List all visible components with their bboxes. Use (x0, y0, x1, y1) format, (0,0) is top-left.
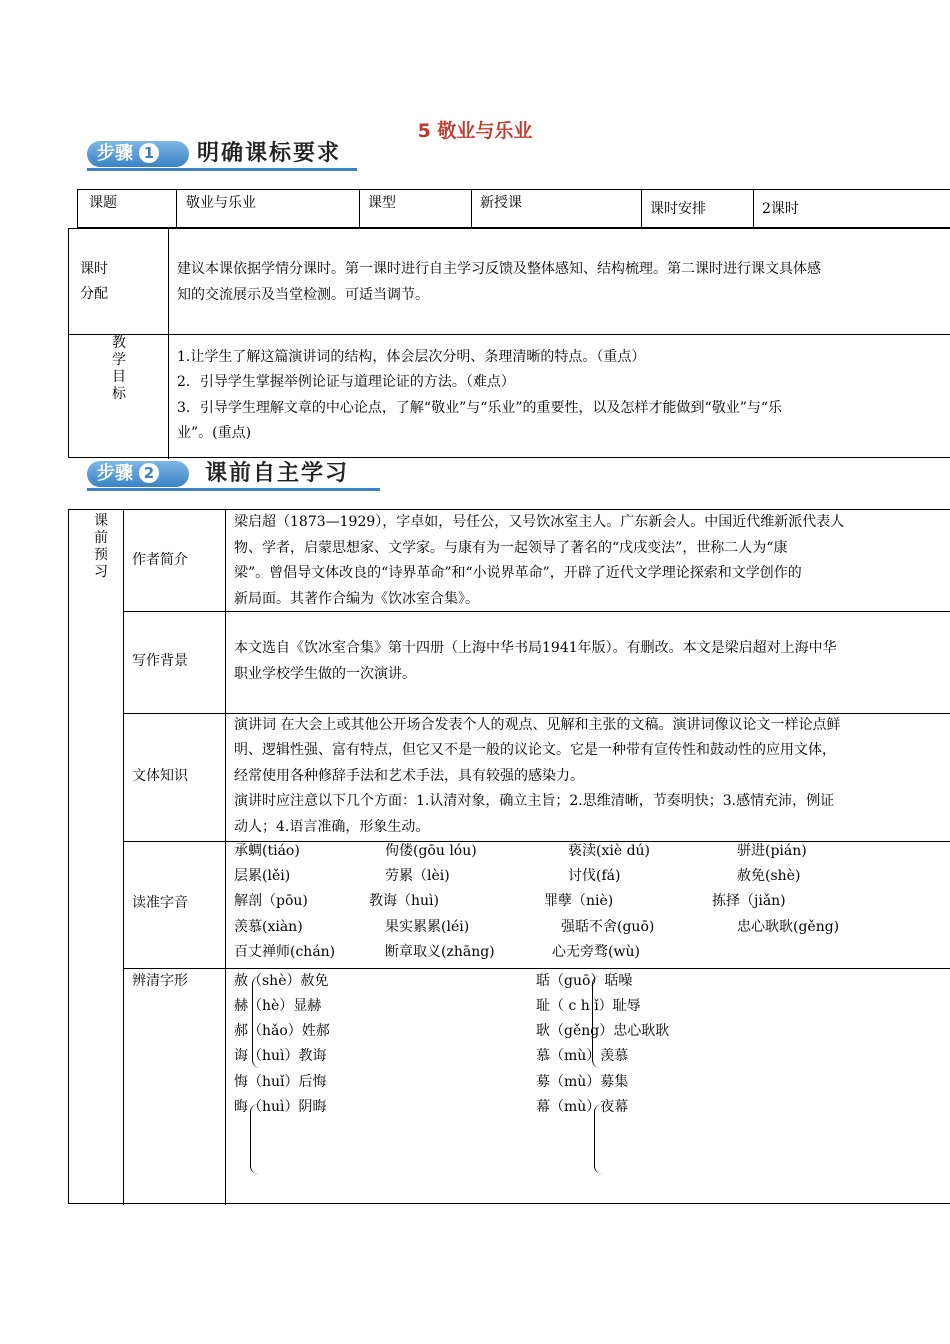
pron-item: 佝偻(gōu lóu) (385, 843, 477, 859)
brace-left-lower (250, 1104, 265, 1174)
step1-pill (87, 141, 189, 167)
step1-label: 明确课标要求 (197, 141, 342, 166)
pron-item: 赦免(shè) (737, 868, 801, 884)
type-label: 课型 (368, 195, 396, 211)
step2-pill (87, 461, 189, 487)
pron-item: 心无旁骛(wù) (552, 944, 640, 960)
brace-right-upper (592, 976, 607, 1068)
author-line-2: 物、学者，启蒙思想家、文学家。与康有为一起领导了著名的“戊戌变法”，世称二人为“康 (234, 540, 788, 556)
pron-item: 亵渎(xiè dú) (568, 843, 651, 859)
objective-3-cont: 业”。(重点) (177, 425, 252, 441)
pron-item: 层累(lěi) (234, 868, 291, 884)
pron-item: 解剖（pōu) (234, 893, 308, 909)
glyph-item: 悔（huǐ）后悔 (234, 1074, 327, 1090)
step2-word: 步骤 (97, 463, 133, 484)
glyph-item: 晦（huì）阴晦 (234, 1099, 327, 1115)
pron-item: 百丈禅师(chán) (234, 944, 336, 960)
glyph-item: 募（mù）募集 (536, 1074, 629, 1090)
genre-line-1: 演讲词 在大会上或其他公开场合发表个人的观点、见解和主张的文稿。演讲词像议论文一样论点鲜 (234, 717, 841, 733)
brace-right-lower (594, 1104, 609, 1174)
objectives-label: 教 学 目 标 (112, 335, 126, 402)
glyph-item: 诲（huì）教诲 (234, 1048, 327, 1064)
glyph-item: 赫（hè）显赫 (234, 998, 322, 1014)
pron-item: 劳累（lèi) (385, 868, 450, 884)
allocation-label-1: 课时 (80, 261, 108, 277)
pron-item: 拣择（jiǎn) (712, 893, 786, 909)
background-label: 写作背景 (132, 653, 188, 669)
pron-item: 骈进(pián) (737, 843, 807, 859)
genre-line-5: 动人；4.语言准确，形象生动。 (234, 819, 430, 835)
pron-item: 罪孽（niè) (544, 893, 614, 909)
pron-item: 承蜩(tiáo) (234, 843, 300, 859)
author-line-4: 新局面。其著作合编为《饮冰室合集》。 (234, 591, 479, 607)
genre-label: 文体知识 (132, 768, 188, 784)
author-label: 作者简介 (132, 552, 188, 568)
pron-item: 讨伐(fá) (568, 868, 621, 884)
glyph-label: 辨清字形 (132, 973, 188, 989)
author-line-1: 梁启超（1873—1929），字卓如，号任公，又号饮冰室主人。广东新会人。中国近代维新派代表人 (234, 514, 845, 530)
type-value: 新授课 (480, 195, 522, 211)
glyph-item: 耿（gěng）忠心耿耿 (536, 1023, 670, 1039)
step2-label: 课前自主学习 (205, 461, 350, 486)
objective-1: 1.让学生了解这篇演讲词的结构，体会层次分明、条理清晰的特点。（重点） (177, 349, 646, 365)
glyph-item: 郝（hǎo）姓郝 (234, 1023, 330, 1039)
objective-2: 2．引导学生掌握举例论证与道理论证的方法。（难点） (177, 374, 515, 390)
page-title: 5 敬业与乐业 (417, 120, 533, 142)
topic-label: 课题 (89, 195, 117, 211)
genre-line-2: 明、逻辑性强、富有特点，但它又不是一般的议论文。它是一种带有宣传性和鼓动性的应用文体， (234, 742, 836, 758)
step1-word: 步骤 (97, 143, 133, 164)
step1-header (87, 139, 357, 169)
hours-value: 2课时 (762, 201, 799, 217)
brace-left-upper (252, 976, 267, 1068)
genre-line-4: 演讲时应注意以下几个方面：1.认清对象，确立主旨；2.思维清晰，节奏明快；3.感情充沛，例证 (234, 793, 835, 809)
step2-underline (87, 488, 380, 491)
pron-item: 忠心耿耿(gěng) (737, 919, 840, 935)
glyph-item: 耻（ c h ǐ）耻辱 (536, 998, 641, 1014)
step1-underline (87, 168, 357, 171)
objective-3: 3．引导学生理解文章的中心论点，了解“敬业”与“乐业”的重要性，以及怎样才能做到“敬业”与“乐 (177, 400, 783, 416)
pron-item: 强聒不舍(guō) (561, 919, 655, 935)
hours-label: 课时安排 (650, 201, 706, 217)
step2-header (87, 459, 380, 489)
preview-table (68, 509, 950, 1204)
glyph-item: 慕（mù）羡慕 (536, 1048, 629, 1064)
pron-item: 教诲（huì) (369, 893, 439, 909)
pronunciation-label: 读准字音 (132, 895, 188, 911)
allocation-line-2: 知的交流展示及当堂检测。可适当调节。 (177, 287, 429, 303)
pron-item: 羡慕(xiàn) (234, 919, 303, 935)
background-line-1: 本文选自《饮冰室合集》第十四册（上海中华书局1941年版）。有删改。本文是梁启超对上海中华 (234, 640, 837, 656)
background-line-2: 职业学校学生做的一次演讲。 (234, 666, 416, 682)
pron-item: 断章取义(zhāng) (385, 944, 495, 960)
pron-item: 果实累累(léi) (385, 919, 470, 935)
allocation-label-2: 分配 (80, 286, 108, 302)
step2-number: 2 (139, 463, 159, 483)
glyph-item: 幕（mù）夜幕 (536, 1099, 629, 1115)
genre-line-3: 经常使用各种修辞手法和艺术手法，具有较强的感染力。 (234, 768, 584, 784)
glyph-item: 聒（guō）聒噪 (536, 973, 633, 989)
step1-number: 1 (139, 143, 159, 163)
topic-value: 敬业与乐业 (186, 195, 256, 211)
preview-side-label: 课 前 预 习 (94, 513, 108, 580)
allocation-line-1: 建议本课依据学情分课时。第一课时进行自主学习反馈及整体感知、结构梳理。第二课时进行课文具体感 (177, 261, 821, 277)
author-line-3: 梁”。曾倡导文体改良的“诗界革命”和“小说界革命”，开辟了近代文学理论探索和文学创作的 (234, 565, 802, 581)
glyph-item: 赦（shè）赦免 (234, 973, 329, 989)
